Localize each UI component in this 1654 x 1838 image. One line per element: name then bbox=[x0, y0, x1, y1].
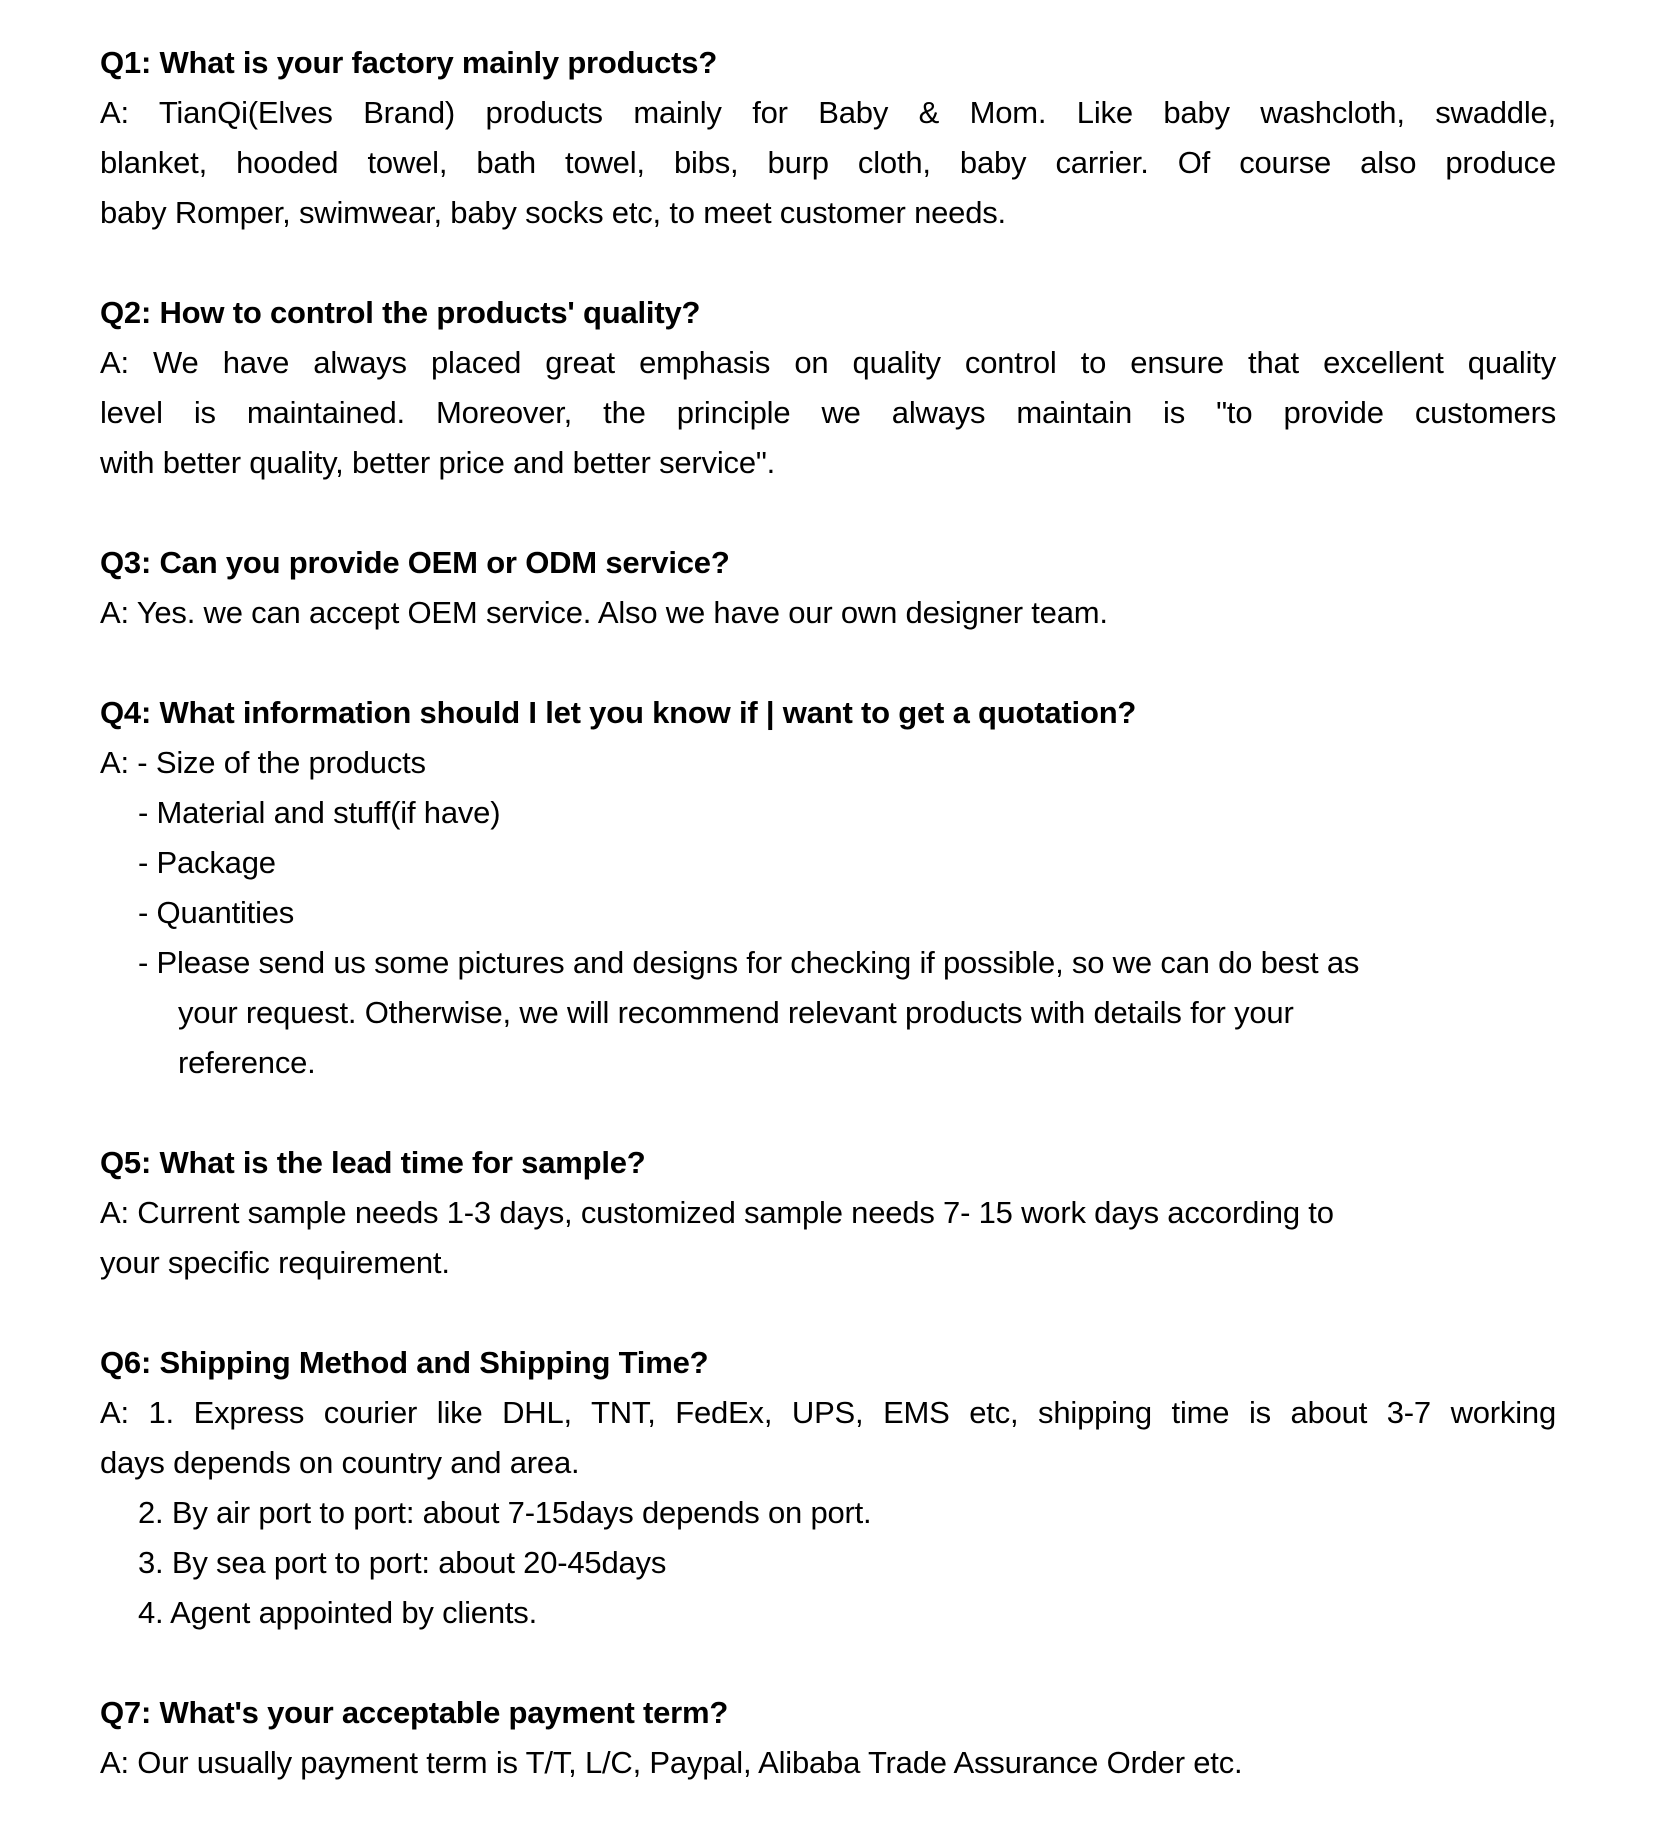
spacer bbox=[100, 1288, 1556, 1338]
faq-question: Q6: Shipping Method and Shipping Time? bbox=[100, 1345, 709, 1380]
spacer bbox=[100, 238, 1556, 288]
faq-question: Q7: What's your acceptable payment term? bbox=[100, 1695, 729, 1730]
faq-answer-line: A: 1. Express courier like DHL, TNT, FedEx, UPS, EMS etc, shipping time is about 3-7 working bbox=[100, 1395, 1556, 1430]
faq-item-q1 bbox=[100, 38, 1556, 238]
faq-answer-line: A: Current sample needs 1-3 days, customized sample needs 7- 15 work days according to bbox=[100, 1195, 1334, 1230]
faq-answer-line: A: Our usually payment term is T/T, L/C, Paypal, Alibaba Trade Assurance Order etc. bbox=[100, 1745, 1243, 1780]
spacer bbox=[100, 1088, 1556, 1138]
faq-question: Q3: Can you provide OEM or ODM service? bbox=[100, 545, 730, 580]
faq-item-q2 bbox=[100, 288, 1556, 488]
spacer bbox=[100, 638, 1556, 688]
spacer bbox=[100, 1638, 1556, 1688]
faq-document bbox=[100, 38, 1556, 1788]
faq-list-item: 4. Agent appointed by clients. bbox=[138, 1595, 538, 1630]
faq-list-item-continued: your request. Otherwise, we will recommend relevant products with details for your bbox=[178, 995, 1294, 1030]
faq-answer-line: A: TianQi(Elves Brand) products mainly for Baby & Mom. Like baby washcloth, swaddle, bbox=[100, 95, 1556, 130]
faq-question: Q5: What is the lead time for sample? bbox=[100, 1145, 646, 1180]
faq-list-item: 3. By sea port to port: about 20-45days bbox=[138, 1545, 667, 1580]
faq-question: Q4: What information should I let you know if | want to get a quotation? bbox=[100, 695, 1137, 730]
faq-answer-line: A: Yes. we can accept OEM service. Also we have our own designer team. bbox=[100, 595, 1108, 630]
faq-answer-line: days depends on country and area. bbox=[100, 1445, 580, 1480]
faq-list-item-continued: reference. bbox=[178, 1045, 316, 1080]
faq-answer-line: blanket, hooded towel, bath towel, bibs, burp cloth, baby carrier. Of course also produce bbox=[100, 145, 1556, 180]
faq-item-q4 bbox=[100, 688, 1556, 1088]
faq-item-q3 bbox=[100, 538, 1556, 638]
faq-question: Q2: How to control the products' quality? bbox=[100, 295, 701, 330]
faq-question: Q1: What is your factory mainly products? bbox=[100, 45, 718, 80]
spacer bbox=[100, 488, 1556, 538]
faq-item-q5 bbox=[100, 1138, 1556, 1288]
faq-answer-line: with better quality, better price and better service". bbox=[100, 445, 776, 480]
faq-item-q6 bbox=[100, 1338, 1556, 1638]
faq-answer-line: your specific requirement. bbox=[100, 1245, 450, 1280]
faq-list-item: - Package bbox=[138, 845, 276, 880]
faq-list-item: - Material and stuff(if have) bbox=[138, 795, 501, 830]
faq-answer-line: level is maintained. Moreover, the principle we always maintain is "to provide customers bbox=[100, 395, 1556, 430]
faq-list-item: - Please send us some pictures and designs for checking if possible, so we can do best as bbox=[138, 945, 1360, 980]
faq-item-q7 bbox=[100, 1688, 1556, 1788]
faq-list-item: 2. By air port to port: about 7-15days depends on port. bbox=[138, 1495, 872, 1530]
faq-answer-line: A: We have always placed great emphasis on quality control to ensure that excellent quality bbox=[100, 345, 1556, 380]
faq-list-item: - Quantities bbox=[138, 895, 295, 930]
faq-answer-line: A: - Size of the products bbox=[100, 745, 426, 780]
faq-answer-line: baby Romper, swimwear, baby socks etc, to meet customer needs. bbox=[100, 195, 1006, 230]
